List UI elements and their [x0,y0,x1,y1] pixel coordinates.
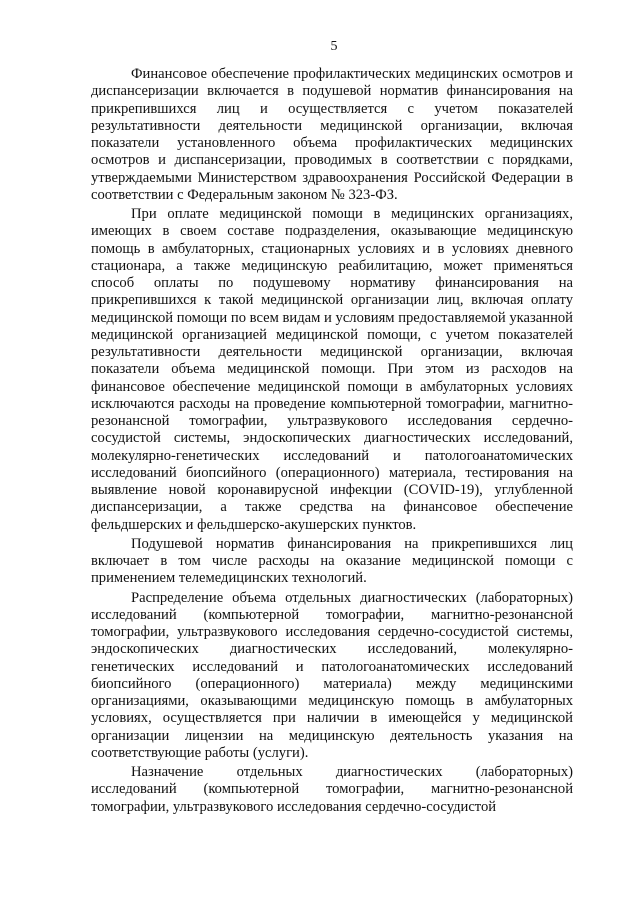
page-number: 5 [330,39,338,54]
paragraph-payment-method: При оплате медицинской помощи в медицинских организациях, имеющих в своем составе подразделения, оказывающие медицинскую помощь в амбулаторных, стационарных условиях и в условиях дневного стационара, а также медицинскую реабилитацию, может применяться способ оплаты по подушевому нормативу финансирования на прикрепившихся к такой медицинской организации лиц, включая оплату медицинской помощи по всем видам и условиям предоставляемой указанной медицинской организацией медицинской помощи, с учетом показателей результативности деятельности медицинской организации, включая показатели объема медицинской помощи. При этом из расходов на финансовое обеспечение медицинской помощи в амбулаторных условиях исключаются расходы на проведение компьютерной томографии, магнитно-резонансной томографии, ультразвукового исследования сердечно-сосудистой системы, эндоскопических диагностических исследований, молекулярно-генетических исследований и патологоанатомических исследований биопсийного (операционного) материала, тестирования на выявление новой коронавирусной инфекции (COVID-19), углубленной диспансеризации, а также средства на финансовое обеспечение фельдшерских и фельдшерско-акушерских пунктов. [91,206,573,533]
paragraph-telemedicine: Подушевой норматив финансирования на прикрепившихся лиц включает в том числе расходы на оказание медицинской помощи с применением телемедицинских технологий. [91,535,573,587]
paragraph-preventive-financing: Финансовое обеспечение профилактических медицинских осмотров и диспансеризации включается в подушевой норматив финансирования на прикрепившихся лиц и осуществляется с учетом показателей результативности деятельности медицинской организации, включая показатели установленного объема профилактических медицинских осмотров и диспансеризации, проводимых в соответствии с порядками, утверждаемыми Министерством здравоохранения Российской Федерации в соответствии с Федеральным законом № 323-ФЗ. [91,66,573,203]
paragraph-assignment: Назначение отдельных диагностических (лабораторных) исследований (компьютерной томографии, магнитно-резонансной томографии, ультразвукового исследования сердечно-сосудистой [91,764,573,815]
paragraph-distribution: Распределение объема отдельных диагностических (лабораторных) исследований (компьютерной томографии, магнитно-резонансной томографии, ультразвукового исследования сердечно-сосудистой системы, эндоскопических диагностических исследований, молекулярно-генетических исследований и патологоанатомических исследований биопсийного (операционного) материала) между медицинскими организациями, оказывающими медицинскую помощь в амбулаторных условиях, осуществляется при наличии в имеющейся у медицинской организации лицензии на медицинскую деятельность указания на соответствующие работы (услуги). [91,589,573,761]
document-page [91,38,573,818]
